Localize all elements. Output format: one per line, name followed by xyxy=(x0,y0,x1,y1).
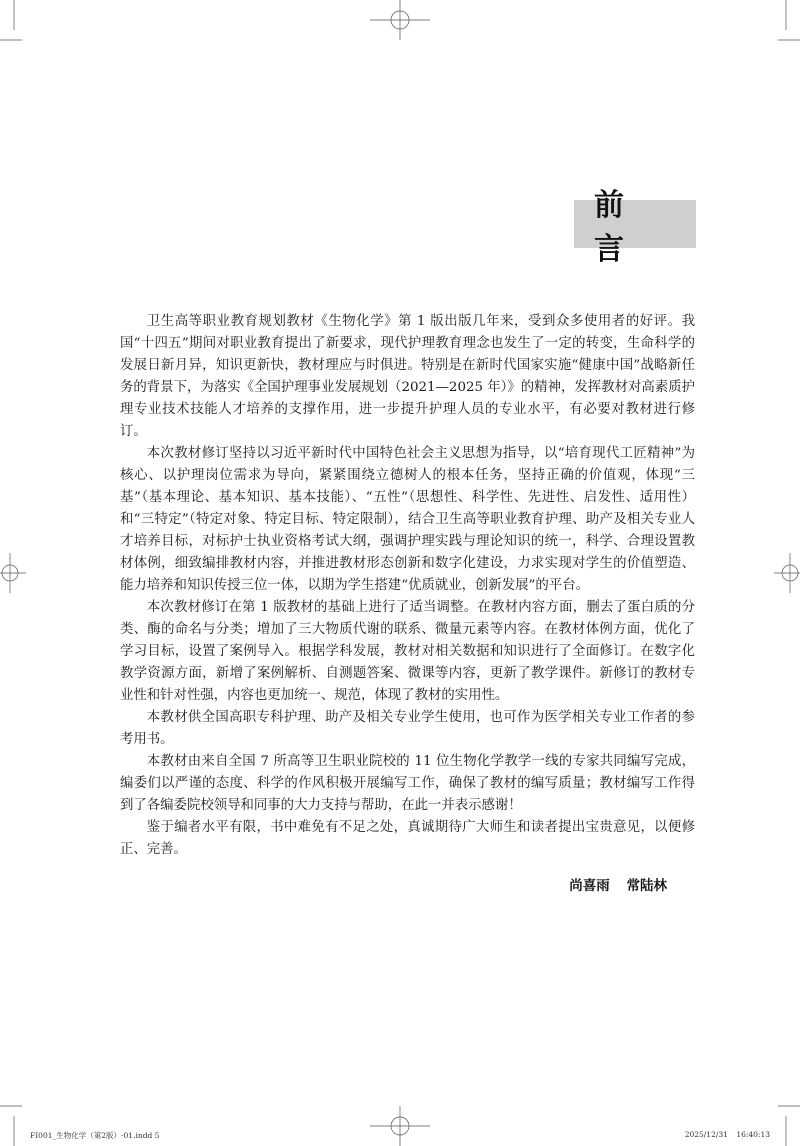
paragraph-4: 本教材供全国高职专科护理、助产及相关专业学生使用，也可作为医学相关专业工作者的参考用书。 xyxy=(120,710,695,747)
paragraph-1: 卫生高等职业教育规划教材《生物化学》第 1 版出版几年来，受到众多使用者的好评。我国“十四五”期间对职业教育提出了新要求，现代护理教育理念也发生了一定的转变，生命科学的发展日新月异，知识更新快，教材理应与时俱进。特别是在新时代国家实施“健康中国”战略新任务的背景下，为落实《全国护理事业发展规划（2021—2025 年）》的精神，发挥教材对高素质护理专业技术技能人才培养的支撑作用，进一步提升护理人员的专业水平，有必要对教材进行修订。 xyxy=(120,314,695,439)
paragraph-2: 本次教材修订坚持以习近平新时代中国特色社会主义思想为指导，以“培育现代工匠精神”为核心、以护理岗位需求为导向，紧紧围绕立德树人的根本任务，坚持正确的价值观，体现“三基”（基本理论、基本知识、基本技能）、“五性”（思想性、科学性、先进性、启发性、适用性）和“三特定”（特定对象、特定目标、特定限制），结合卫生高等职业教育护理、助产及相关专业人才培养目标，对标护士执业资格考试大纲，强调护理实践与理论知识的统一，科学、合理设置教材体例，细致编排教材内容，并推进教材形态创新和数字化建设，力求实现对学生的价值塑造、能力培养和知识传授三位一体，以期为学生搭建“优质就业，创新发展”的平台。 xyxy=(120,446,695,593)
title-band xyxy=(574,188,696,267)
footer-time: 16:40:13 xyxy=(736,1130,770,1139)
page-title: 前 言 xyxy=(594,188,644,267)
footer-timestamp xyxy=(685,1130,770,1139)
footer-file-info: FI001_生物化学（第2版）-01.indd 5 xyxy=(30,1131,160,1140)
paragraph-6: 鉴于编者水平有限，书中难免有不足之处，真诚期待广大师生和读者提出宝贵意见，以便修正、完善。 xyxy=(120,820,695,857)
paragraph-5: 本教材由来自全国 7 所高等卫生职业院校的 11 位生物化学教学一线的专家共同编写完成，编委们以严谨的态度、科学的作风积极开展编写工作，确保了教材的编写质量；教材编写工作得到了各编委院校领导和同事的大力支持与帮助，在此一并表示感谢！ xyxy=(120,754,695,813)
preface-body xyxy=(120,311,695,861)
author-signature xyxy=(569,874,667,894)
paragraph-3: 本次教材修订在第 1 版教材的基础上进行了适当调整。在教材内容方面，删去了蛋白质的分类、酶的命名与分类；增加了三大物质代谢的联系、微量元素等内容。在教材体例方面，优化了学习目标，设置了案例导入。根据学科发展，教材对相关数据和知识进行了全面修订。在数字化教学资源方面，新增了案例解析、自测题答案、微课等内容，更新了教学课件。新修订的教材专业性和针对性强，内容也更加统一、规范，体现了教材的实用性。 xyxy=(120,600,695,703)
footer-date: 2025/12/31 xyxy=(684,1130,728,1139)
author-2: 常陆林 xyxy=(626,878,667,894)
author-1: 尚喜雨 xyxy=(569,878,610,894)
